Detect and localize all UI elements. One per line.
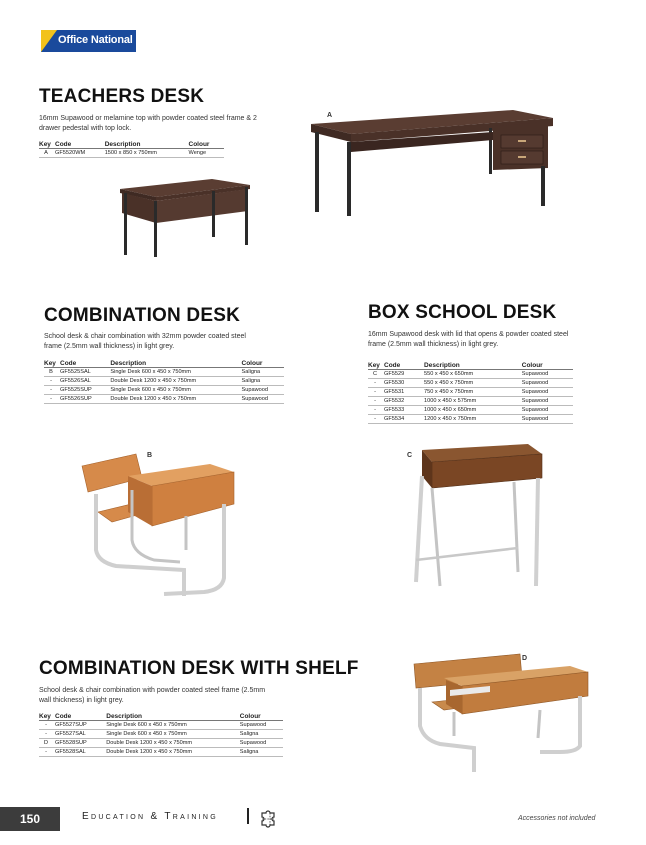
cell-key: - [368, 397, 384, 406]
image-label-b: B [147, 452, 153, 459]
cell-description: 1200 x 450 x 750mm [424, 415, 522, 424]
cell-description: Double Desk 1200 x 450 x 750mm [106, 739, 240, 748]
box-school-desk-title: BOX SCHOOL DESK [368, 302, 557, 323]
table-row [39, 739, 283, 748]
column-header-code: Code [384, 362, 424, 370]
cell-colour: Supawood [242, 395, 285, 404]
office-national-logo [41, 30, 136, 52]
column-header-code: Code [60, 360, 110, 368]
cell-colour: Saligna [240, 730, 283, 739]
column-header-colour: Colour [242, 360, 285, 368]
image-label-a: A [327, 112, 333, 119]
cell-key: C [368, 370, 384, 379]
cell-colour: Saligna [242, 368, 285, 377]
cell-code: GF5528SAL [55, 748, 106, 757]
cell-code: GF5525SAL [60, 368, 110, 377]
column-header-code: Code [55, 713, 106, 721]
table-row [44, 368, 284, 377]
cell-code: GF5533 [384, 406, 424, 415]
cell-description: 550 x 450 x 750mm [424, 379, 522, 388]
table-row [39, 748, 283, 757]
cell-colour: Supawood [522, 388, 573, 397]
cell-key: A [39, 149, 55, 158]
cell-code: GF5531 [384, 388, 424, 397]
cell-key: - [44, 386, 60, 395]
cell-code: GF5528SUP [55, 739, 106, 748]
combination-desk-description: School desk & chair combination with 32mm powder coated steel frame (2.5mm wall thickness) in light grey. [44, 333, 246, 350]
cell-code: GF5534 [384, 415, 424, 424]
footer-section-title: Education & Training [82, 811, 219, 822]
cell-key: - [39, 721, 55, 730]
table-row [368, 388, 573, 397]
cell-colour: Supawood [240, 721, 283, 730]
column-header-description: Description [105, 141, 189, 149]
cell-colour: Supawood [522, 379, 573, 388]
cell-code: GF5525SUP [60, 386, 110, 395]
table-row [368, 406, 573, 415]
table-header-row [39, 141, 224, 149]
cell-description: Single Desk 600 x 450 x 750mm [110, 368, 241, 377]
table-row [368, 370, 573, 379]
cell-colour: Supawood [522, 406, 573, 415]
cell-colour: Supawood [522, 415, 573, 424]
cell-key: - [39, 730, 55, 739]
teachers-desk-description: 16mm Supawood or melamine top with powder coated steel frame & 2 drawer pedestal with top lock. [39, 115, 257, 132]
puzzle-icon [259, 806, 281, 828]
combination-desk-shelf-spec-table [39, 713, 283, 757]
table-header-row [44, 360, 284, 368]
column-header-key: Key [44, 360, 60, 368]
cell-key: - [44, 377, 60, 386]
table-row [39, 149, 224, 158]
image-label-c: C [407, 452, 413, 459]
cell-code: GF5532 [384, 397, 424, 406]
combination-desk-shelf-title: COMBINATION DESK WITH SHELF [39, 658, 359, 679]
table-row [39, 730, 283, 739]
table-row [368, 397, 573, 406]
cell-code: GF5526SUP [60, 395, 110, 404]
cell-key: - [368, 388, 384, 397]
column-header-description: Description [110, 360, 241, 368]
teachers-desk-image [303, 106, 555, 218]
cell-description: Double Desk 1200 x 450 x 750mm [110, 377, 241, 386]
cell-colour: Saligna [242, 377, 285, 386]
footer-divider [247, 808, 249, 824]
cell-key: D [39, 739, 55, 748]
column-header-key: Key [368, 362, 384, 370]
box-school-desk-image [410, 440, 545, 590]
column-header-key: Key [39, 141, 55, 149]
column-header-colour: Colour [522, 362, 573, 370]
box-school-desk-spec-table [368, 362, 573, 424]
combination-desk-shelf-image [410, 652, 590, 777]
column-header-description: Description [424, 362, 522, 370]
cell-description: 1000 x 450 x 650mm [424, 406, 522, 415]
logo-text: Office National [58, 34, 133, 46]
cell-colour: Supawood [522, 370, 573, 379]
accessories-note: Accessories not included [518, 815, 596, 822]
combination-desk-spec-table [44, 360, 284, 404]
cell-code: GF5527SAL [55, 730, 106, 739]
cell-description: 550 x 450 x 650mm [424, 370, 522, 379]
table-row [44, 395, 284, 404]
cell-code: GF5529 [384, 370, 424, 379]
table-row [39, 721, 283, 730]
table-row [44, 386, 284, 395]
cell-colour: Supawood [242, 386, 285, 395]
cell-code: GF5526SAL [60, 377, 110, 386]
page-number: 150 [0, 807, 60, 831]
cell-key: - [368, 379, 384, 388]
cell-key: - [44, 395, 60, 404]
combination-desk-title: COMBINATION DESK [44, 305, 241, 326]
table-header-row [39, 713, 283, 721]
combination-desk-shelf-description: School desk & chair combination with powder coated steel frame (2.5mm wall thickness) in light grey. [39, 687, 266, 704]
cell-description: 1500 x 850 x 750mm [105, 149, 189, 158]
cell-key: - [39, 748, 55, 757]
column-header-code: Code [55, 141, 105, 149]
teachers-desk-spec-table [39, 141, 224, 158]
cell-code: GF5530 [384, 379, 424, 388]
cell-colour: Saligna [240, 748, 283, 757]
cell-code: GF5520WM [55, 149, 105, 158]
table-row [368, 379, 573, 388]
column-header-key: Key [39, 713, 55, 721]
teachers-desk-title: TEACHERS DESK [39, 86, 205, 107]
table-row [44, 377, 284, 386]
cell-key: - [368, 406, 384, 415]
cell-colour: Supawood [240, 739, 283, 748]
cell-description: Single Desk 600 x 450 x 750mm [106, 721, 240, 730]
cell-description: Single Desk 600 x 450 x 750mm [110, 386, 241, 395]
table-row [368, 415, 573, 424]
cell-description: 750 x 450 x 750mm [424, 388, 522, 397]
cell-colour: Supawood [522, 397, 573, 406]
cell-description: Single Desk 600 x 450 x 750mm [106, 730, 240, 739]
column-header-description: Description [106, 713, 240, 721]
cell-description: Double Desk 1200 x 450 x 750mm [106, 748, 240, 757]
cell-description: 1000 x 450 x 575mm [424, 397, 522, 406]
teachers-desk-rear-image [116, 171, 256, 261]
column-header-colour: Colour [189, 141, 224, 149]
column-header-colour: Colour [240, 713, 283, 721]
cell-code: GF5527SUP [55, 721, 106, 730]
cell-colour: Wenge [189, 149, 224, 158]
cell-key: B [44, 368, 60, 377]
cell-key: - [368, 415, 384, 424]
combination-desk-image [76, 450, 246, 600]
logo-mark [41, 30, 57, 52]
box-school-desk-description: 16mm Supawood desk with lid that opens & powder coated steel frame (2.5mm wall thickness) in light grey. [368, 331, 569, 348]
image-label-d: D [522, 655, 528, 662]
cell-description: Double Desk 1200 x 450 x 750mm [110, 395, 241, 404]
table-header-row [368, 362, 573, 370]
